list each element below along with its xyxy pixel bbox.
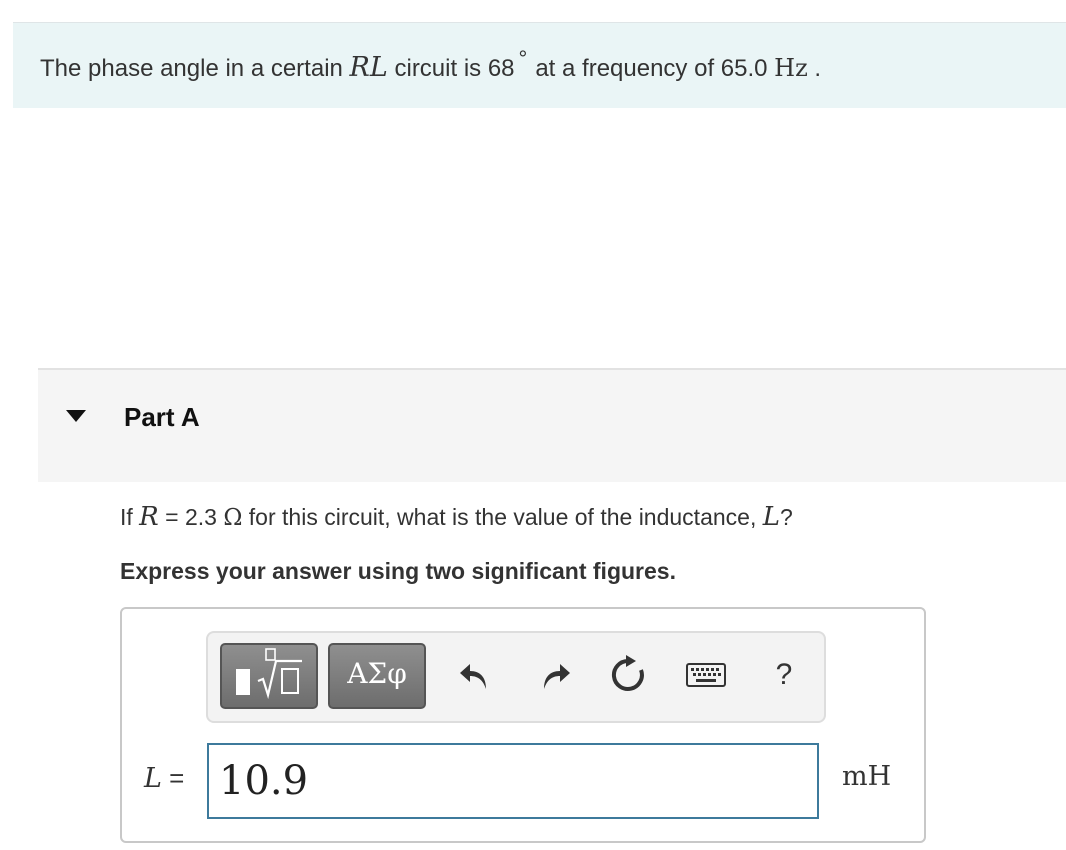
problem-text-part: at a frequency of 65.0 (535, 55, 775, 82)
l-variable: L (762, 502, 780, 532)
instruction-text: Express your answer using two significant figures. (120, 558, 676, 584)
keyboard-icon (682, 651, 730, 699)
answer-box (120, 607, 926, 843)
answer-unit: mH (842, 761, 892, 792)
math-toolbar (206, 631, 826, 723)
problem-statement (13, 22, 1066, 108)
hz-unit: Hz (774, 54, 808, 82)
question-text-part: If (120, 504, 140, 530)
degree-symbol: ° (518, 46, 528, 71)
answer-equals: = (161, 763, 185, 793)
part-title: Part A (124, 402, 200, 432)
question-text-part: = 2.3 (158, 504, 224, 530)
question-text-part: ? (780, 504, 793, 530)
answer-variable: L (144, 763, 162, 794)
question-text-part: for this circuit, what is the value of the inductance, (242, 504, 763, 530)
templates-icon (222, 645, 316, 707)
reset-icon (604, 651, 652, 699)
r-variable: R (139, 502, 159, 532)
greek-symbols-button[interactable] (328, 643, 426, 709)
undo-button[interactable] (452, 651, 500, 699)
caret-down-icon[interactable] (66, 410, 86, 422)
answer-input[interactable]: 10.9 (207, 743, 819, 819)
rl-variable: RL (349, 52, 388, 83)
reset-button[interactable] (604, 651, 652, 699)
help-button[interactable]: ? (775, 658, 793, 691)
redo-button[interactable] (530, 651, 578, 699)
question-text (120, 502, 793, 532)
problem-text-part: The phase angle in a certain (40, 55, 350, 82)
problem-text (40, 46, 822, 86)
problem-text-part: . (807, 55, 822, 82)
undo-icon (452, 651, 500, 699)
keyboard-button[interactable] (682, 651, 730, 699)
answer-label (144, 763, 184, 794)
redo-icon (530, 651, 578, 699)
problem-text-part: circuit is 68 (387, 55, 515, 82)
part-a-header[interactable] (38, 368, 1066, 482)
ohm-symbol: Ω (223, 505, 243, 531)
greek-symbols-label: ΑΣφ (347, 657, 407, 690)
templates-button[interactable] (220, 643, 318, 709)
